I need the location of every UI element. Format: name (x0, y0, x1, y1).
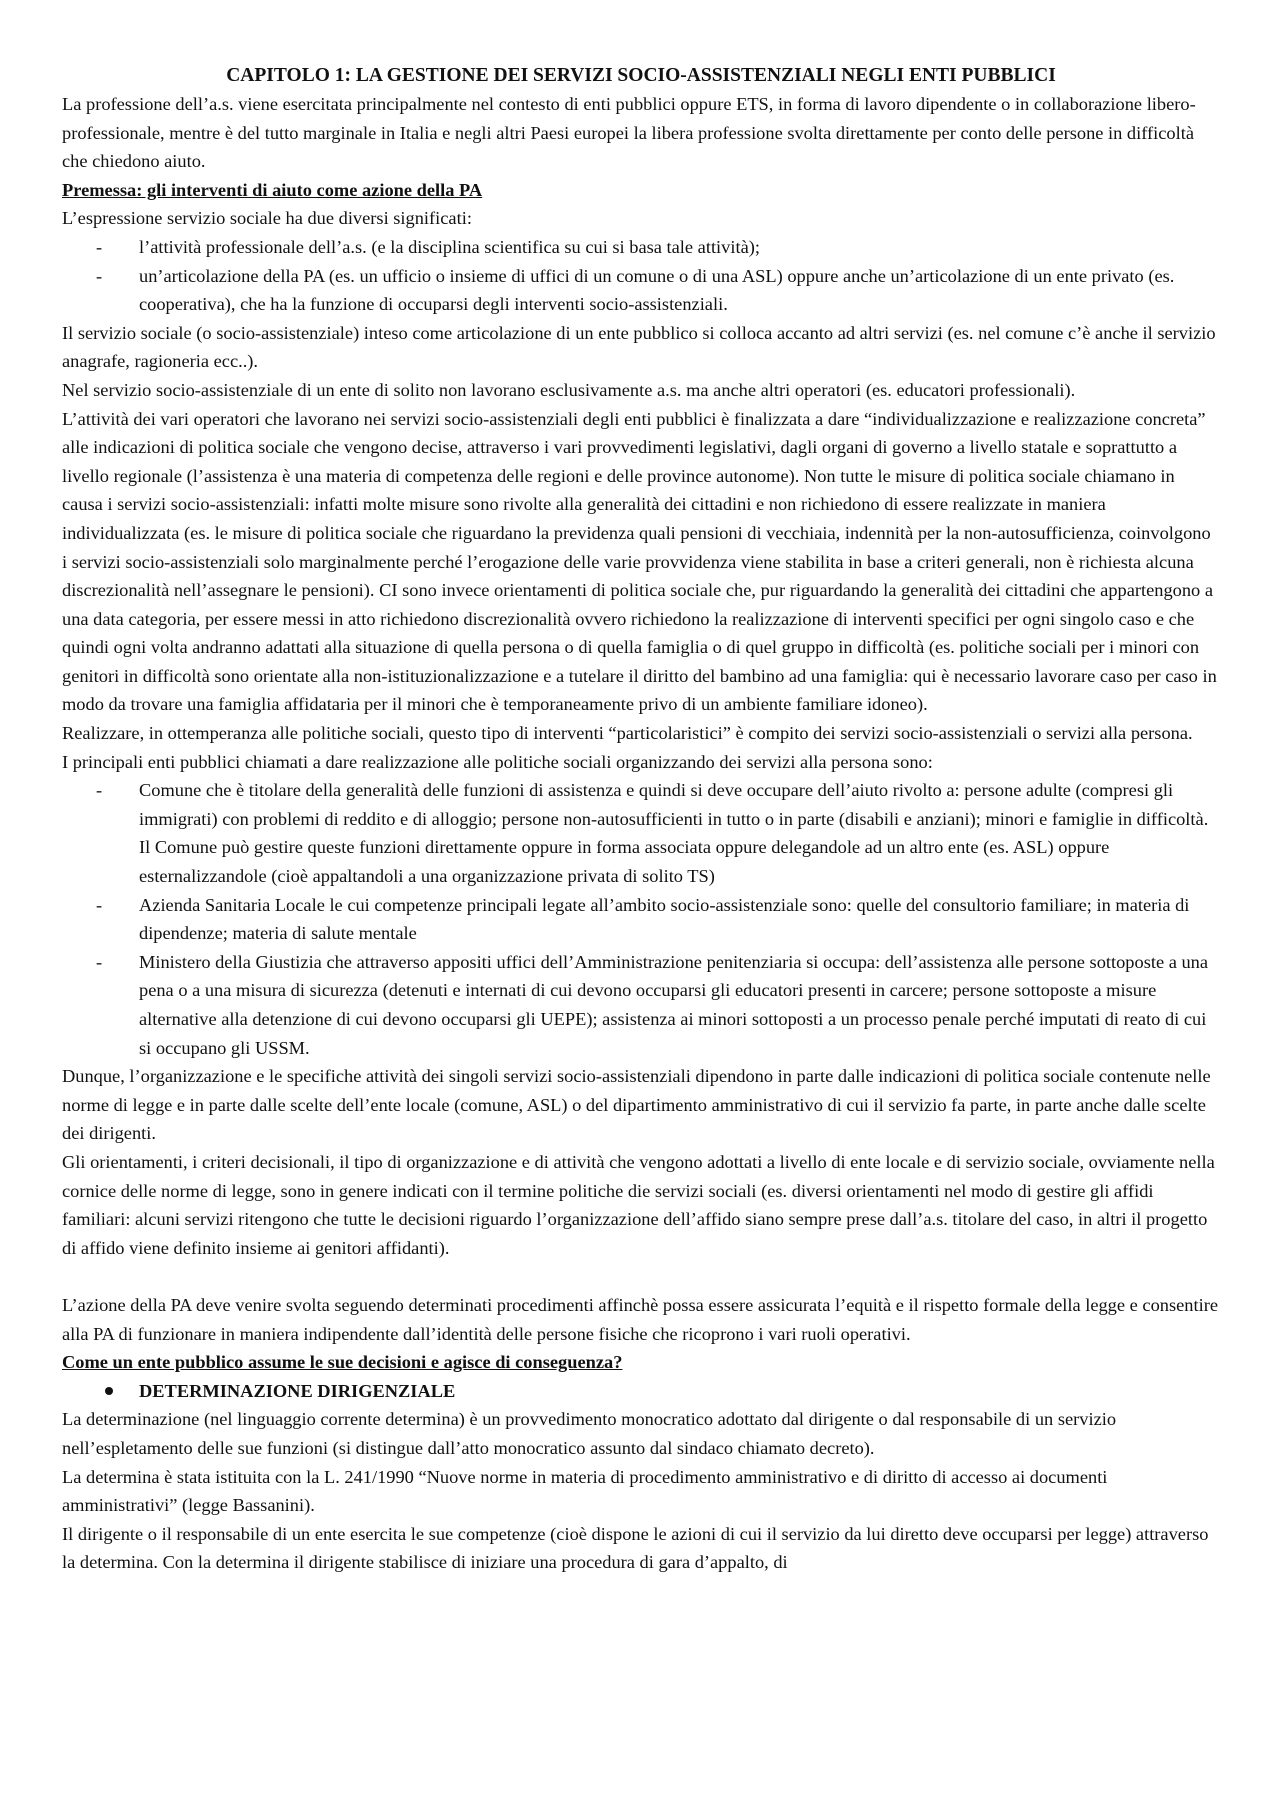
paragraph: La determina è stata istituita con la L. 241/1990 “Nuove norme in materia di procedimento amministrativo e di diritto di accesso ai documenti amministrativi” (legge Bassanini). (62, 1466, 1108, 1516)
list-item (96, 233, 1220, 262)
paragraph: L’azione della PA deve venire svolta seguendo determinati procedimenti affinchè possa essere assicurata l’equità e il rispetto formale della legge e consentire alla PA di funzionare in maniera indipendente dall’identità delle persone fisiche che ricoprono i vari ruoli operativi. (62, 1294, 1218, 1344)
section-heading-decisioni: Come un ente pubblico assume le sue decisioni e agisce di conseguenza? (62, 1352, 623, 1373)
blank-line (62, 1262, 1220, 1291)
list-item-text: Azienda Sanitaria Locale le cui competenze principali legate all’ambito socio-assistenziale sono: quelle del consultorio familiare; in materia di dipendenze; materia di salute mentale (139, 894, 1190, 944)
bullet-item (139, 1377, 1220, 1406)
bullet-dot-icon (105, 1387, 113, 1395)
chapter-title: CAPITOLO 1: LA GESTIONE DEI SERVIZI SOCIO-ASSISTENZIALI NEGLI ENTI PUBBLICI (226, 65, 1056, 86)
paragraph: Dunque, l’organizzazione e le specifiche attività dei singoli servizi socio-assistenziali dipendono in parte dalle indicazioni di politica sociale contenute nelle norme di legge e in parte dalle scelte dell’ente locale (comune, ASL) o del dipartimento amministrativo di cui il servizio fa parte, in parte anche dalle scelte dei dirigenti. (62, 1066, 1211, 1144)
section-lead: L’espressione servizio sociale ha due diversi significati: (62, 208, 472, 229)
document-page (62, 62, 1220, 1577)
list-item (96, 262, 1220, 319)
public-entities-list (62, 776, 1220, 1062)
paragraph: Il dirigente o il responsabile di un ente esercita le sue competenze (cioè dispone le azioni di cui il servizio da lui diretto deve occuparsi per legge) attraverso la determina. Con la determina il dirigente stabilisce di iniziare una procedura di gara d’appalto, di (62, 1523, 1209, 1573)
list-item-text: Ministero della Giustizia che attraverso appositi uffici dell’Amministrazione penitenziaria si occupa: dell’assistenza alle persone sottoposte a una pena o a una misura di sicurezza (detenuti e internati di cui devono occuparsi gli educatori presenti in carcere; persone sottoposte a misure alternative alla detenzione di cui devono occuparsi gli UEPE); assistenza ai minori sottoposti a un processo penale perché imputati di reato di cui si occupano gli USSM. (139, 951, 1209, 1058)
dash-marker: - (96, 951, 103, 972)
list-item (96, 891, 1220, 948)
intro-paragraph: La professione dell’a.s. viene esercitata principalmente nel contesto di enti pubblici oppure ETS, in forma di lavoro dipendente o in collaborazione libero-professionale, mentre è del tutto marginale in Italia e negli altri Paesi europei la libera professione svolta direttamente per conto delle persone in difficoltà che chiedono aiuto. (62, 94, 1196, 172)
dash-marker: - (96, 780, 103, 801)
list-item (96, 776, 1220, 890)
section-heading-premessa: Premessa: gli interventi di aiuto come azione della PA (62, 179, 483, 200)
dash-marker: - (96, 236, 103, 257)
dash-marker: - (96, 265, 103, 286)
dash-marker: - (96, 894, 103, 915)
paragraph: Gli orientamenti, i criteri decisionali, il tipo di organizzazione e di attività che vengono adottati a livello di ente locale e di servizio sociale, ovviamente nella cornice delle norme di legge, sono in genere indicati con il termine politiche die servizi sociali (es. diversi orientamenti nel modo di gestire gli affidi familiari: alcuni servizi ritengono che tutte le decisioni riguardo l’organizzazione dell’affido siano sempre prese dall’a.s. titolare del caso, in altri il progetto di affido viene definito insieme ai genitori affidanti). (62, 1151, 1215, 1258)
list-item-text: un’articolazione della PA (es. un ufficio o insieme di uffici di un comune o di una ASL) oppure anche un’articolazione di un ente privato (es. cooperativa), che ha la funzione di occuparsi degli interventi socio-assistenziali. (139, 265, 1175, 315)
list-item-text: Comune che è titolare della generalità delle funzioni di assistenza e quindi si deve occupare dell’aiuto rivolto a: persone adulte (compresi gli immigrati) con problemi di reddito e di alloggio; persone non-autosufficienti in tutto o in parte (disabili e anziani); minori e famiglie in difficoltà. Il Comune può gestire queste funzioni direttamente oppure in forma associata oppure delegandole ad un altro ente (es. ASL) oppure esternalizzandole (cioè appaltandoli a una organizzazione privata di solito TS) (139, 780, 1209, 887)
bullet-item-text: DETERMINAZIONE DIRIGENZIALE (139, 1380, 456, 1401)
meanings-list (62, 233, 1220, 319)
list-item (96, 948, 1220, 1062)
bullet-list (62, 1377, 1220, 1406)
paragraph: I principali enti pubblici chiamati a dare realizzazione alle politiche sociali organizzando dei servizi alla persona sono: (62, 751, 933, 772)
paragraph: Il servizio sociale (o socio-assistenziale) inteso come articolazione di un ente pubblico si colloca accanto ad altri servizi (es. nel comune c’è anche il servizio anagrafe, ragioneria ecc..). (62, 322, 1216, 372)
paragraph: Nel servizio socio-assistenziale di un ente di solito non lavorano esclusivamente a.s. ma anche altri operatori (es. educatori professionali). (62, 379, 1076, 400)
paragraph: La determinazione (nel linguaggio corrente determina) è un provvedimento monocratico adottato dal dirigente o dal responsabile di un servizio nell’espletamento delle sue funzioni (si distingue dall’atto monocratico assunto dal sindaco chiamato decreto). (62, 1409, 1117, 1458)
list-item-text: l’attività professionale dell’a.s. (e la disciplina scientifica su cui si basa tale attività); (139, 236, 760, 257)
paragraph: L’attività dei vari operatori che lavorano nei servizi socio-assistenziali degli enti pubblici è finalizzata a dare “individualizzazione e realizzazione concreta” alle indicazioni di politica sociale che vengono decise, attraverso i vari provvedimenti legislativi, dagli organi di governo a livello statale e soprattutto a livello regionale (l’assistenza è una materia di competenza delle regioni e delle province autonome). Non tutte le misure di politica sociale chiamano in causa i servizi socio-assistenziali: infatti molte misure sono rivolte alla generalità dei cittadini e non richiedono di essere realizzate in maniera individualizzata (es. le misure di politica sociale che riguardano la previdenza quali pensioni di vecchiaia, indennità per la non-autosufficienza, coinvolgono i servizi socio-assistenziali solo marginalmente perché l’erogazione delle varie provvidenza viene stabilita in base a criteri generali, non è richiesta alcuna discrezionalità nell’assegnare le pensioni). CI sono invece orientamenti di politica sociale che, pur riguardando la generalità dei cittadini che appartengono a una data categoria, per essere messi in atto richiedono discrezionalità ovvero richiedono la realizzazione di interventi specifici per ogni singolo caso e che quindi ogni volta andranno adattati alla situazione di quella persona o di quella famiglia o di quel gruppo in difficoltà (es. politiche sociali per i minori con genitori in difficoltà sono orientate alla non-istituzionalizzazione e a tutelare il diritto del bambino ad una famiglia: qui è necessario lavorare caso per caso in modo da trovare una famiglia affidataria per il minori che è temporaneamente privo di un ambiente familiare idoneo). (62, 408, 1217, 715)
paragraph: Realizzare, in ottemperanza alle politiche sociali, questo tipo di interventi “particolaristici” è compito dei servizi socio-assistenziali o servizi alla persona. (62, 723, 1193, 744)
